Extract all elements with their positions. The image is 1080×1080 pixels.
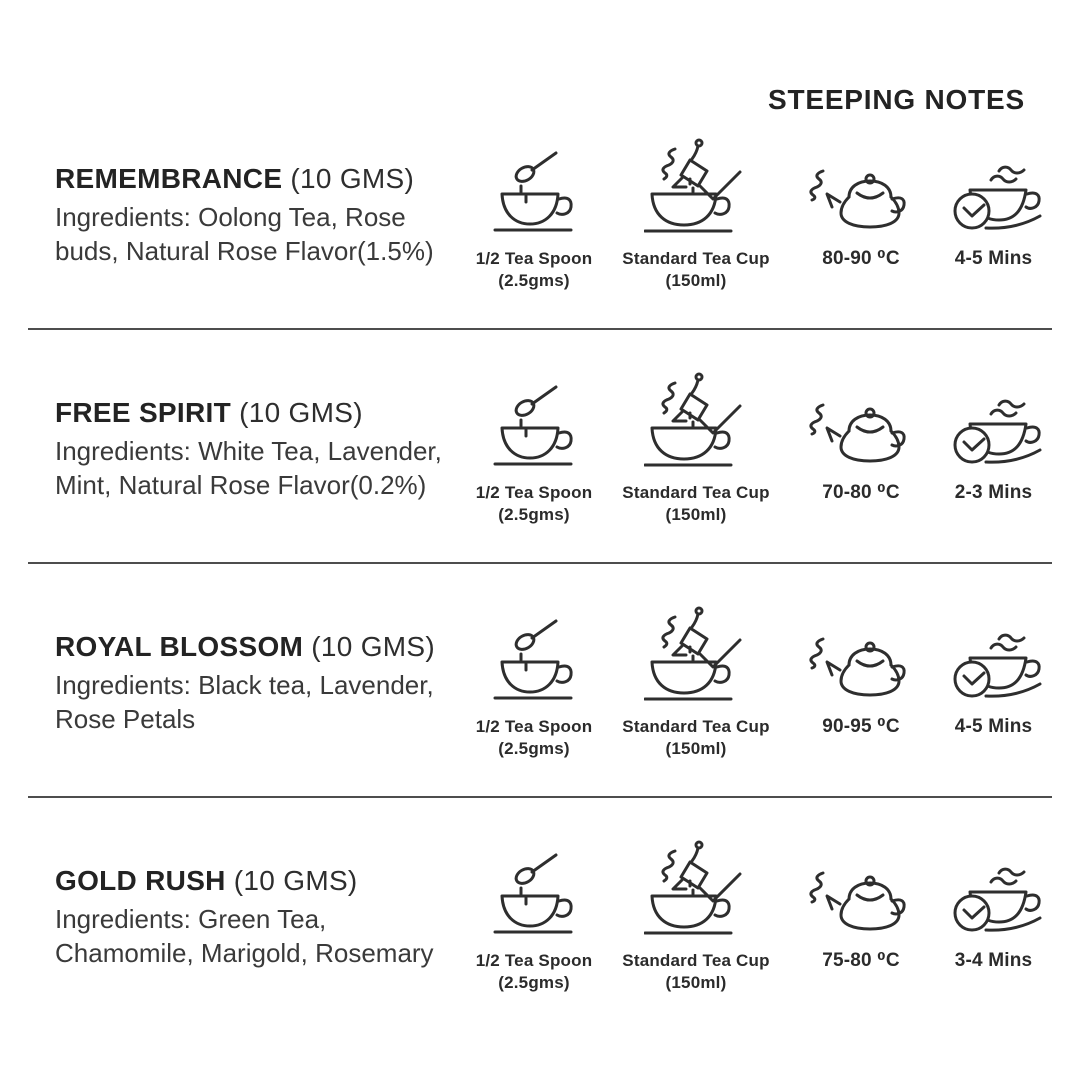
timer-icon (944, 866, 1044, 936)
ingredients-line: Chamomile, Marigold, Rosemary (55, 937, 434, 968)
ingredients (55, 434, 463, 502)
ingredients-line: Ingredients: Green Tea, (55, 903, 327, 934)
timer-icon (944, 632, 1044, 702)
steeping-rows (28, 96, 1052, 1030)
temperature-label: 70-80 ⁰C (822, 482, 900, 503)
cup-label-line2: (150ml) (665, 505, 727, 524)
tea-weight: (10 GMS) (239, 396, 363, 428)
temperature-cell (787, 798, 935, 1030)
cup-label-line2: (150ml) (665, 739, 727, 758)
cup-size-label (622, 248, 769, 294)
spoon-cell (463, 330, 605, 562)
ingredients-line: Mint, Natural Rose Flavor(0.2%) (55, 469, 427, 500)
cup-size-label (622, 950, 769, 996)
tea-cup-icon (644, 370, 748, 468)
tea-info (28, 625, 463, 736)
cup-label-line1: Standard Tea Cup (622, 249, 770, 268)
kettle-icon (809, 166, 913, 234)
tea-title (55, 865, 463, 897)
tea-spoon-icon (488, 848, 580, 936)
spoon-label-line1: 1/2 Tea Spoon (475, 951, 593, 970)
cup-cell (605, 798, 787, 1030)
cup-size-label (622, 482, 769, 528)
spoon-label-line2: (2.5gms) (498, 505, 570, 524)
tea-spoon-icon (488, 614, 580, 702)
timer-icon (944, 164, 1044, 234)
tea-info (28, 391, 463, 502)
steeping-row-gold-rush (28, 796, 1052, 1030)
tea-spoon-icon (488, 146, 580, 234)
spoon-cell (463, 798, 605, 1030)
temperature-label: 80-90 ⁰C (822, 248, 900, 269)
steeping-row-royal-blossom (28, 562, 1052, 796)
cup-cell (605, 330, 787, 562)
kettle-icon (809, 868, 913, 936)
spoon-cell (463, 564, 605, 796)
temperature-cell (787, 564, 935, 796)
time-cell (935, 798, 1052, 1030)
cup-cell (605, 96, 787, 328)
ingredients-line: buds, Natural Rose Flavor(1.5%) (55, 235, 434, 266)
kettle-icon (809, 634, 913, 702)
spoon-label-line1: 1/2 Tea Spoon (475, 249, 593, 268)
tea-name: ROYAL BLOSSOM (55, 630, 304, 662)
tea-title (55, 163, 463, 195)
cup-label-line1: Standard Tea Cup (622, 483, 770, 502)
tea-cup-icon (644, 604, 748, 702)
ingredients-line: Ingredients: White Tea, Lavender, (55, 435, 442, 466)
spoon-cell (463, 96, 605, 328)
temperature-cell (787, 330, 935, 562)
ingredients (55, 902, 463, 970)
tea-name: GOLD RUSH (55, 864, 226, 896)
spoon-amount-label (476, 716, 593, 762)
timer-icon (944, 398, 1044, 468)
tea-info (28, 859, 463, 970)
spoon-amount-label (476, 482, 593, 528)
tea-title (55, 631, 463, 663)
tea-weight: (10 GMS) (233, 864, 358, 896)
tea-title (55, 397, 463, 429)
cup-label-line1: Standard Tea Cup (622, 717, 770, 736)
cup-cell (605, 564, 787, 796)
spoon-amount-label (476, 248, 593, 294)
kettle-icon (809, 400, 913, 468)
spoon-label-line2: (2.5gms) (498, 271, 570, 290)
spoon-label-line1: 1/2 Tea Spoon (475, 483, 593, 502)
temperature-label: 75-80 ⁰C (822, 950, 900, 971)
cup-label-line2: (150ml) (665, 973, 727, 992)
ingredients-line: Rose Petals (55, 703, 196, 734)
time-label: 2-3 Mins (954, 482, 1033, 503)
spoon-label-line2: (2.5gms) (498, 739, 570, 758)
tea-cup-icon (644, 136, 748, 234)
spoon-label-line1: 1/2 Tea Spoon (475, 717, 593, 736)
steeping-row-free-spirit (28, 328, 1052, 562)
ingredients (55, 668, 463, 736)
cup-label-line2: (150ml) (665, 271, 727, 290)
spoon-label-line2: (2.5gms) (498, 973, 570, 992)
tea-name: FREE SPIRIT (55, 396, 231, 428)
time-cell (935, 330, 1052, 562)
ingredients-line: Ingredients: Black tea, Lavender, (55, 669, 434, 700)
tea-weight: (10 GMS) (311, 630, 436, 662)
tea-weight: (10 GMS) (290, 162, 415, 194)
spoon-amount-label (476, 950, 593, 996)
tea-spoon-icon (488, 380, 580, 468)
time-cell (935, 564, 1052, 796)
tea-cup-icon (644, 838, 748, 936)
time-label: 4-5 Mins (954, 716, 1033, 737)
tea-info (28, 157, 463, 268)
temperature-cell (787, 96, 935, 328)
time-cell (935, 96, 1052, 328)
steeping-row-remembrance (28, 96, 1052, 328)
page-title: STEEPING NOTES (767, 84, 1025, 115)
tea-name: REMEMBRANCE (55, 162, 283, 194)
time-label: 3-4 Mins (954, 950, 1033, 971)
temperature-label: 90-95 ⁰C (822, 716, 900, 737)
ingredients-line: Ingredients: Oolong Tea, Rose (55, 201, 406, 232)
time-label: 4-5 Mins (954, 248, 1033, 269)
cup-size-label (622, 716, 769, 762)
ingredients (55, 200, 463, 268)
cup-label-line1: Standard Tea Cup (622, 951, 770, 970)
